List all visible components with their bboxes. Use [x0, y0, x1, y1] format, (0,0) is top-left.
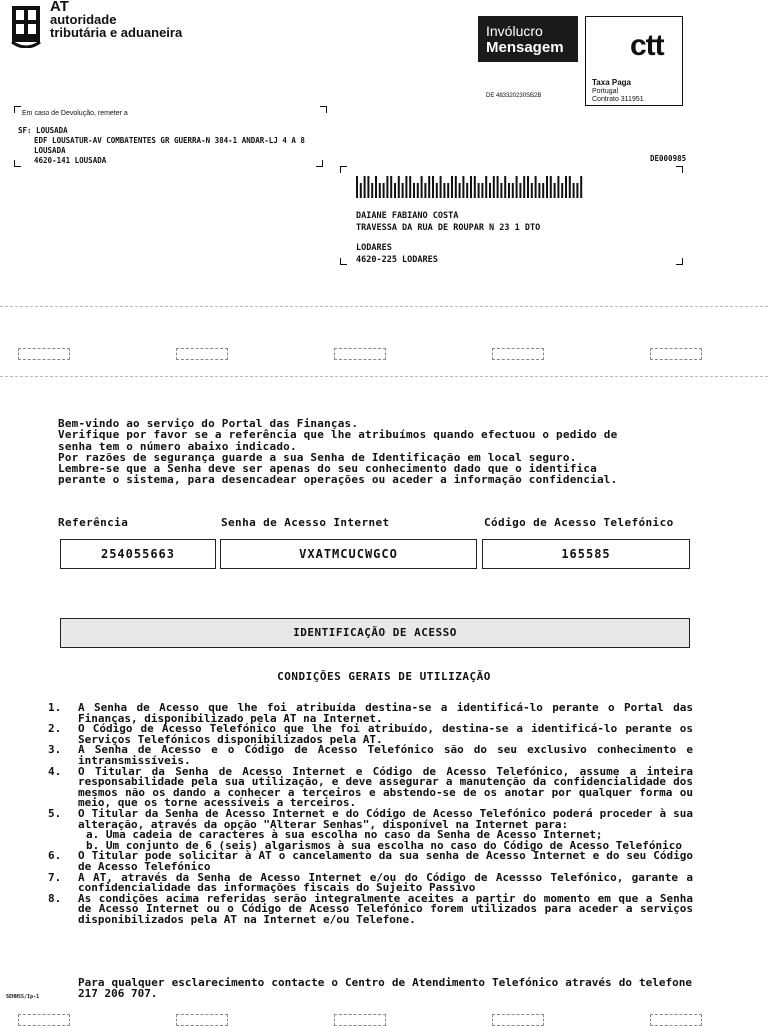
condition-text: a. Uma cadeia de caracteres à sua escolha no caso da Senha de Acesso Internet; [86, 828, 603, 842]
phone-code-label: Código de Acesso Telefónico [484, 516, 674, 529]
condition-item [48, 891, 693, 926]
postal-barcode-icon [356, 176, 588, 198]
corner-mark [14, 160, 21, 167]
corner-mark [340, 258, 347, 265]
condition-number: 7. [48, 870, 62, 884]
barcode-bar [580, 176, 582, 198]
barcode-bar [573, 183, 575, 198]
logo-line2: tributária e aduaneira [50, 25, 183, 40]
barcode-bar [527, 176, 529, 198]
condition-text: O Titular da Senha de Acesso Internet e do Código de Acesso Telefónico poderá proceder à sua alteração, através da opção "Alterar Senhas", disponível na Internet para: [78, 806, 693, 831]
condition-item [48, 724, 693, 745]
barcode-bar [421, 176, 423, 198]
corner-mark [340, 166, 347, 173]
barcode-bar [451, 176, 453, 198]
barcode-bar [424, 183, 426, 198]
barcode-bar [428, 176, 430, 198]
barcode-bar [550, 176, 552, 198]
barcode-bar [470, 176, 472, 198]
barcode-bar [413, 183, 415, 198]
intro-line: Bem-vindo ao serviço do Portal das Finanças. [58, 417, 359, 430]
window-placeholder [492, 348, 544, 360]
barcode-bar [405, 176, 407, 198]
window-placeholder [176, 1014, 228, 1026]
condition-number: 8. [48, 891, 62, 905]
condition-item [48, 764, 693, 810]
phone-code-value: 165585 [482, 539, 690, 569]
barcode-bar [481, 183, 483, 198]
barcode-bar [485, 176, 487, 198]
barcode-bar [386, 176, 388, 198]
return-note: Em caso de Devolução, remeter a [22, 110, 128, 117]
condition-text: O Código de Acesso Telefónico que lhe foi atribuído, destina-se a identificá-lo perante os Serviços Telefónicos disponibilizados pela AT. [78, 722, 693, 746]
conditions-list [48, 703, 693, 925]
barcode-bar [474, 176, 476, 198]
barcode-bar [360, 183, 362, 198]
corner-mark [676, 166, 683, 173]
barcode-bar [569, 176, 571, 198]
condition-item [48, 806, 693, 831]
condition-text: As condições acima referidas serão integralmente aceites a partir do momento em que a Senha de Acesso Internet ou o Código de Acesso Telefónico forem utilizados para aceder a serviços disponibilizados pela AT na Internet e/ou Telefone. [78, 891, 693, 926]
barcode-bar [356, 176, 358, 198]
envelope-badge [478, 16, 578, 62]
condition-text: A Senha de Acesso que lhe foi atribuída destina-se a identificá-lo perante o Portal das Finanças, disponibilizado pela AT na Internet. [78, 701, 693, 725]
barcode-bar [504, 176, 506, 198]
barcode-bar [402, 183, 404, 198]
reference-value: 254055663 [60, 539, 216, 569]
window-placeholder [176, 348, 228, 360]
country: Portugal [592, 88, 619, 95]
barcode-bar [478, 183, 480, 198]
barcode-bar [398, 176, 400, 198]
barcode-bar [455, 176, 457, 198]
barcode-bar [554, 183, 556, 198]
barcode-bar [364, 176, 366, 198]
barcode-bar [367, 176, 369, 198]
sender-line3: LOUSADA [34, 146, 66, 155]
barcode-bar [546, 176, 548, 198]
corner-mark [316, 160, 323, 167]
recipient-block [356, 210, 540, 266]
intro-text [58, 418, 698, 486]
logo-at: AT [50, 0, 69, 15]
condition-text: A AT, através da Senha de Acesso Internet e/ou do Código de Acessso Telefónico, garante a confidencialidade das informações fiscais do Sujeito Passivo [78, 870, 693, 895]
barcode-bar [440, 176, 442, 198]
barcode-bar [576, 183, 578, 198]
barcode-bar [497, 176, 499, 198]
barcode-bar [409, 176, 411, 198]
barcode-bar [462, 176, 464, 198]
intro-line: perante o sistema, para desencadear operações ou aceder a informação confidencial. [58, 473, 618, 487]
condition-number: 5. [48, 806, 62, 820]
condition-number: 4. [48, 764, 62, 778]
condition-text: A Senha de Acesso e o Código de Acesso Telefónico são do seu exclusivo conhecimento e intransmissíveis. [78, 743, 693, 767]
barcode-bar [390, 176, 392, 198]
barcode-bar [459, 183, 461, 198]
window-placeholder [18, 1014, 70, 1026]
window-placeholder [334, 1014, 386, 1026]
condition-item [48, 851, 693, 872]
contract: Contrato 311951 [592, 96, 644, 103]
recipient-street: TRAVESSA DA RUA DE ROUPAR N 23 1 DTO [356, 223, 541, 233]
barcode-bar [523, 176, 525, 198]
logo-line1: autoridade [50, 12, 117, 27]
intro-line: Lembre-se que a Senha deve ser apenas do seu conhecimento dado que o identifica [58, 462, 597, 476]
barcode-bar [394, 183, 396, 198]
barcode-bar [516, 176, 518, 198]
condition-item [48, 703, 693, 724]
condition-number: 1. [48, 701, 62, 714]
sender-line2: EDF LOUSATUR-AV COMBATENTES GR GUERRA-N 384-1 ANDAR-LJ 4 A 8 [34, 136, 305, 145]
barcode-bar [466, 183, 468, 198]
intro-line: senha tem o número abaixo indicado. [58, 439, 297, 453]
barcode-bar [489, 183, 491, 198]
envelope-code: DE 483320230SB2B [486, 93, 542, 99]
perforation-line [0, 306, 768, 307]
condition-number: 6. [48, 849, 62, 863]
barcode-bar [379, 183, 381, 198]
barcode-bar [417, 183, 419, 198]
condition-text: b. Um conjunto de 6 (seis) algarismos à sua escolha no caso do Código de Acesso Telefónico [86, 838, 683, 852]
conditions-title: CONDIÇÕES GERAIS DE UTILIZAÇÃO [277, 670, 491, 683]
window-placeholder [650, 348, 702, 360]
barcode-bar [542, 183, 544, 198]
barcode-bar [557, 176, 559, 198]
contact-text: Para qualquer esclarecimento contacte o Centro de Atendimento Telefónico através do telefone 217 206 707. [78, 976, 692, 1000]
barcode-bar [535, 176, 537, 198]
password-label: Senha de Acesso Internet [221, 516, 390, 529]
condition-text: O Titular pode solicitar à AT o cancelamento da sua senha de Acesso Internet e do seu Código de Acesso Telefónico [78, 849, 693, 873]
sender-block [18, 126, 305, 166]
condition-number: 3. [48, 743, 62, 757]
barcode-bar [565, 176, 567, 198]
window-placeholder [18, 348, 70, 360]
barcode-bar [383, 183, 385, 198]
window-placeholder [492, 1014, 544, 1026]
access-identification-title: IDENTIFICAÇÃO DE ACESSO [60, 618, 690, 648]
barcode-bar [508, 183, 510, 198]
barcode-bar [493, 176, 495, 198]
barcode-bar [371, 183, 373, 198]
corner-mark [676, 258, 683, 265]
taxa-paga-block [592, 79, 644, 104]
barcode-bar [538, 183, 540, 198]
ctt-stamp [585, 16, 683, 106]
barcode-bar [519, 183, 521, 198]
condition-item [48, 870, 693, 895]
barcode-bar [436, 183, 438, 198]
barcode-bar [443, 183, 445, 198]
ctt-logo: ctt [630, 29, 664, 62]
password-value: VXATMCUCWGCO [220, 539, 477, 569]
form-code: SEHN55/Ip-1 [6, 994, 40, 1000]
recipient-postal: 4620-225 LODARES [356, 255, 438, 265]
condition-text: O Titular da Senha de Acesso Internet e Código de Acesso Telefónico, assume a inteira responsabilidade pela sua utilização, e deve assegurar a manutenção da confidencialidade dos mesmos não os dando a conhecer a terceiros e abstendo-se de os anotar por qualquer forma ou meio, que os torne acessíveis a terceiros. [78, 764, 693, 810]
corner-mark [320, 106, 327, 113]
barcode-bar [531, 183, 533, 198]
intro-line: Verifique por favor se a referência que lhe atribuímos quando efectuou o pedido de [58, 428, 618, 442]
condition-item [48, 745, 693, 766]
envelope-line1: Invólucro [486, 23, 543, 39]
perforation-line [0, 376, 768, 377]
barcode-bar [447, 183, 449, 198]
condition-number [48, 830, 78, 841]
at-logo-text [50, 0, 182, 39]
barcode-bar [512, 183, 514, 198]
at-emblem-icon [10, 2, 42, 48]
barcode-bar [561, 183, 563, 198]
barcode-bar [375, 176, 377, 198]
barcode-bar [500, 183, 502, 198]
condition-number: 2. [48, 722, 62, 736]
corner-mark [14, 106, 21, 113]
envelope-line2: Mensagem [486, 39, 564, 56]
doc-code: DE000985 [650, 154, 687, 163]
taxa-paga: Taxa Paga [592, 78, 631, 87]
reference-label: Referência [58, 516, 129, 529]
recipient-name: DAIANE FABIANO COSTA [356, 211, 459, 221]
sender-line1: SF: LOUSADA [18, 126, 68, 135]
window-placeholder [334, 348, 386, 360]
sender-line4: 4620-141 LOUSADA [34, 156, 107, 165]
barcode-bar [432, 176, 434, 198]
recipient-city: LODARES [356, 243, 392, 253]
intro-line: Por razões de segurança guarde a sua Senha de Identificação em local seguro. [58, 450, 577, 464]
window-placeholder [650, 1014, 702, 1026]
